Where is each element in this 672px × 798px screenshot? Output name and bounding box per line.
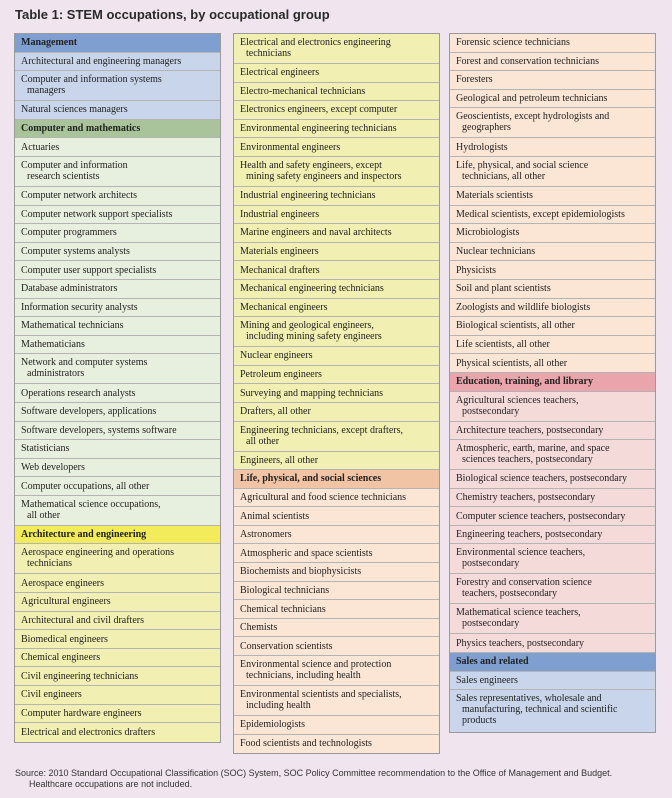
occupation-text: Computer hardware engineers xyxy=(21,707,142,719)
occupation-text: Physics teachers, postsecondary xyxy=(456,637,585,649)
occupation-text: Zoologists and wildlife biologists xyxy=(456,301,591,313)
occupation-cell xyxy=(234,206,439,225)
occupation-text: Food scientists and technologists xyxy=(240,738,372,750)
occupation-text: Civil engineers xyxy=(21,689,82,701)
occupation-text: Medical scientists, except epidemiologists xyxy=(456,208,625,220)
occupation-text-line: research scientists xyxy=(27,170,100,182)
occupation-cell xyxy=(15,206,220,225)
occupation-cell xyxy=(234,403,439,422)
occupation-text: Environmental engineering technicians xyxy=(240,123,397,135)
occupation-cell xyxy=(234,452,439,471)
occupation-cell xyxy=(234,600,439,619)
occupation-text: Database administrators xyxy=(21,283,118,295)
occupation-cell xyxy=(234,34,439,64)
source-note xyxy=(15,768,660,790)
occupation-text: Industrial engineering technicians xyxy=(240,190,376,202)
occupation-text: Statisticians xyxy=(21,443,70,455)
group-header-text: Life, physical, and social sciences xyxy=(240,473,382,485)
occupation-text: Operations research analysts xyxy=(21,387,136,399)
occupation-text: Electrical and electronics drafters xyxy=(21,727,156,739)
group-header xyxy=(450,373,655,392)
occupation-cell xyxy=(450,604,655,634)
occupation-cell xyxy=(450,34,655,53)
occupation-text-line: technicians xyxy=(27,558,72,570)
occupation-text: Information security analysts xyxy=(21,301,138,313)
group-header xyxy=(234,470,439,489)
occupation-text-line: geographers xyxy=(462,122,511,134)
occupation-cell xyxy=(234,489,439,508)
occupation-cell xyxy=(15,299,220,318)
occupation-text: Computer occupations, all other xyxy=(21,480,150,492)
occupation-cell xyxy=(450,299,655,318)
occupation-text-line: Sales representatives, wholesale and xyxy=(456,693,602,705)
occupation-text: Physical scientists, all other xyxy=(456,357,568,369)
occupation-text-line: technicians, all other xyxy=(462,170,546,182)
occupation-cell xyxy=(450,526,655,545)
group-header-text: Management xyxy=(21,37,78,49)
occupation-text: Hydrologists xyxy=(456,141,508,153)
occupation-cell xyxy=(15,53,220,72)
occupation-text-line: technicians, including health xyxy=(246,670,361,682)
occupation-cell xyxy=(234,83,439,102)
occupation-text: Conservation scientists xyxy=(240,640,333,652)
source-line-2: Healthcare occupations are not included. xyxy=(29,779,193,789)
occupation-text: Actuaries xyxy=(21,141,60,153)
occupation-cell xyxy=(450,206,655,225)
occupation-text: Mechanical drafters xyxy=(240,264,320,276)
occupation-text: Foresters xyxy=(456,74,493,86)
occupation-text-line: sciences teachers, postsecondary xyxy=(462,454,593,466)
occupation-text: Mechanical engineers xyxy=(240,301,328,313)
occupation-text: Forensic science technicians xyxy=(456,37,570,49)
occupation-cell xyxy=(234,507,439,526)
occupation-cell xyxy=(450,224,655,243)
occupation-text: Electro-mechanical technicians xyxy=(240,85,366,97)
occupation-cell xyxy=(234,120,439,139)
table-column-1 xyxy=(14,33,221,743)
occupation-text: Geological and petroleum technicians xyxy=(456,93,608,105)
table-title: Table 1: STEM occupations, by occupational group xyxy=(15,7,330,22)
occupation-cell xyxy=(450,187,655,206)
occupation-cell xyxy=(15,630,220,649)
occupation-text: Nuclear technicians xyxy=(456,246,536,258)
occupation-text: Sales engineers xyxy=(456,674,518,686)
occupation-cell xyxy=(450,71,655,90)
occupation-cell xyxy=(234,619,439,638)
occupation-text: Forest and conservation technicians xyxy=(456,55,600,67)
occupation-cell xyxy=(450,317,655,336)
occupation-cell xyxy=(15,723,220,742)
occupation-cell xyxy=(234,422,439,452)
occupation-text: Architecture teachers, postsecondary xyxy=(456,424,604,436)
occupation-cell xyxy=(234,138,439,157)
occupation-cell xyxy=(15,261,220,280)
occupation-text: Nuclear engineers xyxy=(240,350,313,362)
occupation-text: Electronics engineers, except computer xyxy=(240,104,398,116)
occupation-cell xyxy=(234,187,439,206)
source-line-1: Source: 2010 Standard Occupational Classification (SOC) System, SOC Policy Committee recommendation to the Office of Management and Budget. xyxy=(15,768,613,778)
occupation-cell xyxy=(450,470,655,489)
occupation-cell xyxy=(450,90,655,109)
occupation-text-line: postsecondary xyxy=(462,558,520,570)
occupation-text: Microbiologists xyxy=(456,227,520,239)
occupation-text-line: Mathematical science teachers, xyxy=(456,607,581,619)
occupation-text-line: Computer and information systems xyxy=(21,74,162,86)
occupation-cell xyxy=(450,440,655,470)
occupation-text: Mechanical engineering technicians xyxy=(240,283,384,295)
occupation-cell xyxy=(15,667,220,686)
occupation-text: Electrical engineers xyxy=(240,67,320,79)
occupation-text-line: Network and computer systems xyxy=(21,357,148,369)
occupation-text: Biochemists and biophysicists xyxy=(240,566,362,578)
occupation-cell xyxy=(450,108,655,138)
occupation-text: Marine engineers and naval architects xyxy=(240,227,392,239)
occupation-cell xyxy=(450,392,655,422)
occupation-cell xyxy=(234,582,439,601)
occupation-text: Petroleum engineers xyxy=(240,369,322,381)
occupation-text: Computer systems analysts xyxy=(21,246,130,258)
occupation-cell xyxy=(450,489,655,508)
occupation-text: Materials engineers xyxy=(240,246,319,258)
occupation-cell xyxy=(15,422,220,441)
occupation-cell xyxy=(15,496,220,526)
occupation-text-line: postsecondary xyxy=(462,405,520,417)
occupation-text: Computer network architects xyxy=(21,190,138,202)
occupation-text-line: Environmental scientists and specialists, xyxy=(240,689,402,701)
occupation-text: Life scientists, all other xyxy=(456,339,550,351)
occupation-text-line: Mathematical science occupations, xyxy=(21,498,161,510)
occupation-cell xyxy=(450,634,655,653)
occupation-text-line: Computer and information xyxy=(21,159,128,171)
occupation-text: Atmospheric and space scientists xyxy=(240,547,373,559)
occupation-cell xyxy=(234,716,439,735)
occupation-text-line: Electrical and electronics engineering xyxy=(240,37,391,48)
occupation-cell xyxy=(234,563,439,582)
occupation-cell xyxy=(15,612,220,631)
occupation-text-line: managers xyxy=(27,85,66,97)
occupation-text: Computer user support specialists xyxy=(21,264,157,276)
occupation-text: Chemistry teachers, postsecondary xyxy=(456,491,596,503)
occupation-cell xyxy=(234,317,439,347)
occupation-text: Drafters, all other xyxy=(240,406,311,418)
occupation-text-line: Forestry and conservation science xyxy=(456,577,592,589)
occupation-cell xyxy=(234,243,439,262)
group-header xyxy=(450,653,655,672)
occupation-text-line: Mining and geological engineers, xyxy=(240,320,374,332)
occupation-cell xyxy=(450,422,655,441)
occupation-cell xyxy=(15,705,220,724)
occupation-text: Agricultural engineers xyxy=(21,596,111,608)
occupation-cell xyxy=(234,101,439,120)
table-column-2 xyxy=(233,33,440,754)
occupation-cell xyxy=(450,53,655,72)
occupation-cell xyxy=(450,507,655,526)
occupation-text: Software developers, systems software xyxy=(21,424,177,436)
occupation-cell xyxy=(15,384,220,403)
occupation-text-line: manufacturing, technical and scientific xyxy=(462,704,618,716)
occupation-text: Materials scientists xyxy=(456,190,533,202)
occupation-text: Civil engineering technicians xyxy=(21,670,139,682)
occupation-text-line: products xyxy=(462,715,497,727)
occupation-text-line: including health xyxy=(246,700,311,712)
occupation-text-line: Agricultural sciences teachers, xyxy=(456,394,579,406)
occupation-text: Computer network support specialists xyxy=(21,208,173,220)
occupation-text: Natural sciences managers xyxy=(21,104,128,116)
occupation-text: Software developers, applications xyxy=(21,406,157,418)
occupation-text-line: mining safety engineers and inspectors xyxy=(246,170,402,182)
occupation-cell xyxy=(450,157,655,187)
occupation-cell xyxy=(450,336,655,355)
occupation-cell xyxy=(15,544,220,574)
occupation-text-line: Life, physical, and social science xyxy=(456,159,589,171)
occupation-cell xyxy=(450,354,655,373)
occupation-text: Mathematicians xyxy=(21,339,85,351)
occupation-cell xyxy=(450,261,655,280)
occupation-text: Chemical engineers xyxy=(21,652,101,664)
occupation-cell xyxy=(234,347,439,366)
occupation-cell xyxy=(15,593,220,612)
occupation-text: Architectural and engineering managers xyxy=(21,55,182,67)
occupation-cell xyxy=(15,224,220,243)
occupation-cell xyxy=(15,574,220,593)
occupation-text-line: Engineering technicians, except drafters, xyxy=(240,424,403,436)
group-header xyxy=(15,526,220,545)
occupation-cell xyxy=(234,526,439,545)
occupation-cell xyxy=(15,459,220,478)
occupation-text: Chemical technicians xyxy=(240,603,326,615)
occupation-text-line: teachers, postsecondary xyxy=(462,588,557,600)
occupation-cell xyxy=(234,224,439,243)
occupation-cell xyxy=(15,280,220,299)
occupation-text-line: including mining safety engineers xyxy=(246,331,382,343)
occupation-text-line: technicians xyxy=(246,48,291,59)
occupation-text: Aerospace engineers xyxy=(21,577,105,589)
occupation-text: Physicists xyxy=(456,264,497,276)
occupation-text-line: postsecondary xyxy=(462,618,520,630)
group-header xyxy=(15,34,220,53)
occupation-text-line: all other xyxy=(246,435,280,447)
occupation-cell xyxy=(450,280,655,299)
occupation-cell xyxy=(234,261,439,280)
occupation-cell xyxy=(234,544,439,563)
occupation-text: Astronomers xyxy=(240,529,292,541)
occupation-text: Environmental engineers xyxy=(240,141,341,153)
occupation-text-line: Environmental science and protection xyxy=(240,659,392,671)
occupation-text: Agricultural and food science technicians xyxy=(240,491,407,503)
occupation-cell xyxy=(234,280,439,299)
occupation-cell xyxy=(15,649,220,668)
occupation-cell xyxy=(450,672,655,691)
occupation-text: Web developers xyxy=(21,461,85,473)
occupation-cell xyxy=(234,157,439,187)
occupation-cell xyxy=(234,299,439,318)
occupation-cell xyxy=(15,477,220,496)
occupation-text: Soil and plant scientists xyxy=(456,283,551,295)
occupation-text: Industrial engineers xyxy=(240,208,320,220)
occupation-text: Biological science teachers, postsecondary xyxy=(456,473,628,485)
occupation-text: Engineering teachers, postsecondary xyxy=(456,529,603,541)
occupation-cell xyxy=(15,71,220,101)
occupation-text-line: Aerospace engineering and operations xyxy=(21,547,174,559)
occupation-text-line: Atmospheric, earth, marine, and space xyxy=(456,443,610,455)
occupation-cell xyxy=(450,243,655,262)
occupation-cell xyxy=(15,403,220,422)
occupation-text-line: Environmental science teachers, xyxy=(456,547,586,559)
occupation-cell xyxy=(450,690,655,732)
occupation-cell xyxy=(234,366,439,385)
occupation-cell xyxy=(234,735,439,754)
occupation-cell xyxy=(15,138,220,157)
group-header xyxy=(15,120,220,139)
occupation-cell xyxy=(15,440,220,459)
occupation-cell xyxy=(234,64,439,83)
occupation-text: Epidemiologists xyxy=(240,719,305,731)
occupation-text: Biomedical engineers xyxy=(21,633,108,645)
table-column-3 xyxy=(449,33,656,733)
group-header-text: Architecture and engineering xyxy=(21,529,147,541)
group-header-text: Education, training, and library xyxy=(456,376,593,388)
occupation-text: Architectural and civil drafters xyxy=(21,614,144,626)
occupation-text: Engineers, all other xyxy=(240,454,319,466)
occupation-cell xyxy=(15,686,220,705)
group-header-text: Sales and related xyxy=(456,656,529,668)
occupation-text-line: Geoscientists, except hydrologists and xyxy=(456,111,610,123)
occupation-text: Mathematical technicians xyxy=(21,320,124,332)
occupation-text-line: administrators xyxy=(27,368,85,380)
occupation-cell xyxy=(15,243,220,262)
occupation-cell xyxy=(450,544,655,574)
occupation-text: Chemists xyxy=(240,622,278,634)
occupation-text: Animal scientists xyxy=(240,510,310,522)
occupation-cell xyxy=(234,656,439,686)
occupation-cell xyxy=(234,637,439,656)
occupation-text-line: Health and safety engineers, except xyxy=(240,159,382,171)
occupation-cell xyxy=(234,384,439,403)
occupation-cell xyxy=(15,157,220,187)
occupation-text: Biological scientists, all other xyxy=(456,320,575,332)
occupation-text: Computer science teachers, postsecondary xyxy=(456,510,626,522)
occupation-text: Biological technicians xyxy=(240,584,330,596)
occupation-cell xyxy=(234,686,439,716)
occupation-cell xyxy=(450,574,655,604)
occupation-text: Computer programmers xyxy=(21,227,117,239)
occupation-text-line: all other xyxy=(27,509,61,521)
occupation-cell xyxy=(15,354,220,384)
occupation-cell xyxy=(15,187,220,206)
occupation-cell xyxy=(450,138,655,157)
group-header-text: Computer and mathematics xyxy=(21,123,141,135)
occupation-cell xyxy=(15,317,220,336)
occupation-text: Surveying and mapping technicians xyxy=(240,387,384,399)
occupation-cell xyxy=(15,336,220,355)
occupation-cell xyxy=(15,101,220,120)
